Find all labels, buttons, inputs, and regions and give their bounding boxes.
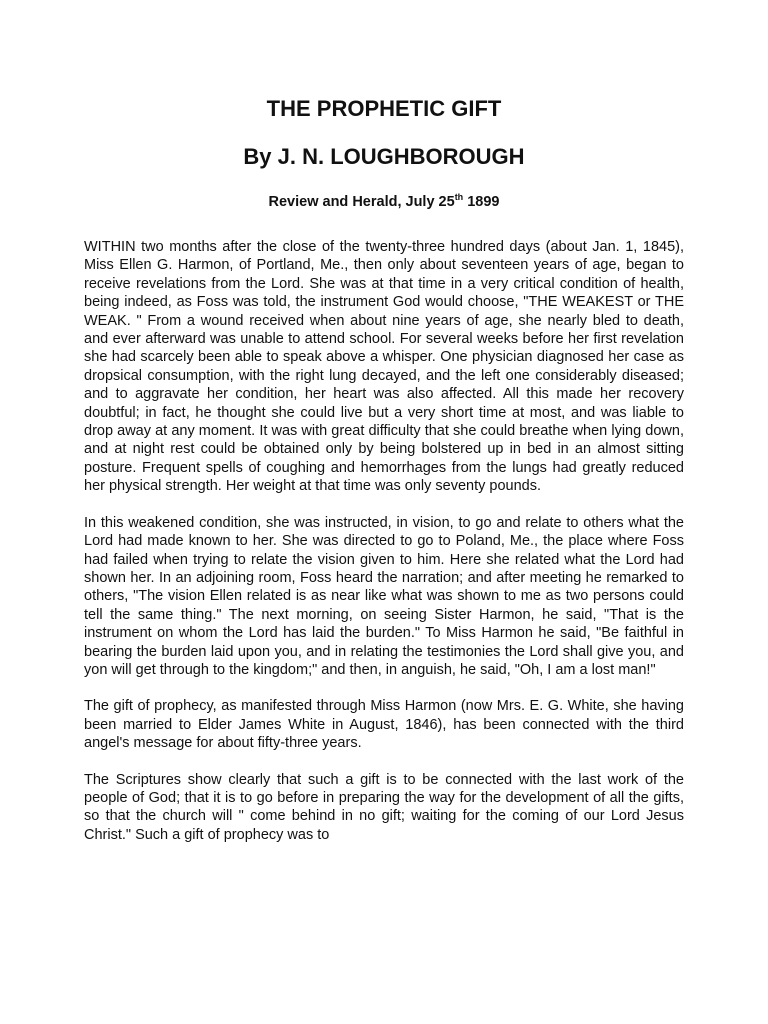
source-year: 1899 bbox=[463, 194, 500, 210]
paragraph: The gift of prophecy, as manifested through Miss Harmon (now Mrs. E. G. White, she having been married to Elder James White in August, 1846), has been connected with the third angel's message for about fifty-three years. bbox=[84, 698, 684, 752]
document-title: THE PROPHETIC GIFT bbox=[266, 96, 502, 121]
paragraph: WITHIN two months after the close of the twenty-three hundred days (about Jan. 1, 1845), Miss Ellen G. Harmon, of Portland, Me., then only about seventeen years of age, began to receive revelations from the Lord. She was at that time in a very critical condition of health, being indeed, as Foss was told, the instrument God would choose, "THE WEAKEST or THE WEAK. " From a wound received when about nine years of age, she nearly bled to death, and ever afterward was unable to attend school. For several weeks before her first revelation she had scarcely been able to speak above a whisper. One physician diagnosed her case as dropsical consumption, with the right lung decayed, and the left one considerably diseased; and to aggravate her condition, her heart was also affected. All this made her recovery doubtful; in fact, he thought she could live but a very short time at most, and was liable to drop away at any moment. It was with great difficulty that she could breathe when lying down, and at night rest could be obtained only by being bolstered up in bed in an almost sitting posture. Frequent spells of coughing and hemorrhages from the lungs had greatly reduced her physical strength. Her weight at that time was only seventy pounds. bbox=[84, 239, 684, 495]
source-text: Review and Herald, July 25 bbox=[268, 194, 455, 210]
paragraph: In this weakened condition, she was instructed, in vision, to go and relate to others what the Lord had made known to her. She was directed to go to Poland, Me., the place where Foss had failed when trying to relate the vision given to him. Here she related what the Lord had shown her. In an adjoining room, Foss heard the narration; and after meeting he remarked to others, "The vision Ellen related is as near like what was shown to me as two persons could tell the same thing." The next morning, on seeing Sister Harmon, he said, "That is the instrument on whom the Lord has laid the burden." To Miss Harmon he said, "Be faithful in bearing the burden laid upon you, and in relating the testimonies the Lord shall give you, and yon will get through to the kingdom;" and then, in anguish, he said, "Oh, I am a lost man!" bbox=[84, 514, 684, 678]
source-superscript: th bbox=[454, 192, 464, 203]
document-source bbox=[84, 192, 684, 212]
paragraph: The Scriptures show clearly that such a gift is to be connected with the last work of the people of God; that it is to go before in preparing the way for the development of all the gifts, so that the church will " come behind in no gift; waiting for the coming of our Lord Jesus Christ." Such a gift of prophecy was to bbox=[84, 771, 684, 843]
body-text bbox=[84, 238, 684, 844]
document-author: By J. N. LOUGHBOROUGH bbox=[243, 144, 525, 169]
